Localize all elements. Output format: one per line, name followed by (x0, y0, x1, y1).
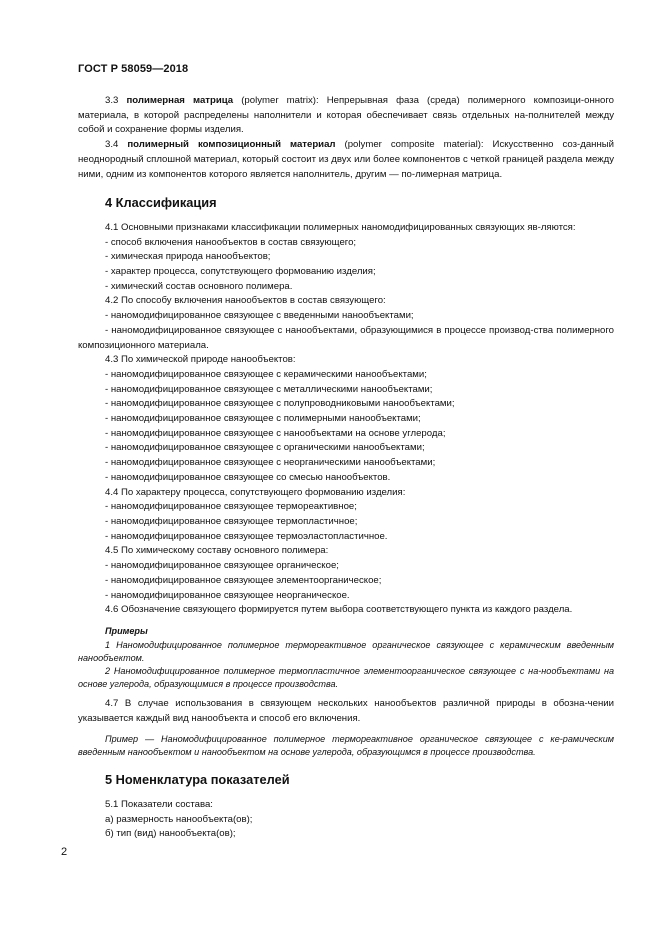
term: полимерный композиционный материал (127, 139, 336, 151)
page-content (78, 94, 614, 842)
example-1: 1 Наномодифицированное полимерное термореактивное органическое связующее с керамическим введенным нанообъектом. (78, 639, 614, 663)
list-item: - наномодифицированное связующее с введенными нанообъектами; (105, 310, 414, 322)
section-heading-5: 5 Номенклатура показателей (105, 772, 290, 788)
list-item: - наномодифицированное связующее с нанообъектами на основе углерода; (105, 427, 446, 439)
clause-4-7: 4.7 В случае использования в связующем нескольких нанообъектов различной природы в обозна-чении указывается каждый вид нанообъекта и способ его включения. (78, 698, 614, 725)
list-item: - наномодифицированное связующее с полимерными нанообъектами; (105, 413, 421, 425)
clause-4-1: 4.1 Основными признаками классификации полимерных наномодифицированных связующих яв-ляются: (105, 221, 576, 233)
clause-5-1: 5.1 Показатели состава: (105, 798, 213, 810)
list-item: - наномодифицированное связующее неорганическое. (105, 589, 350, 601)
list-item: - наномодифицированное связующее с металлическими нанообъектами; (105, 383, 433, 395)
section-heading-4: 4 Классификация (105, 195, 217, 211)
list-item: - наномодифицированное связующее со смесью нанообъектов. (105, 471, 391, 483)
list-item: - наномодифицированное связующее с полупроводниковыми нанообъектами; (105, 398, 455, 410)
clause-4-2: 4.2 По способу включения нанообъектов в состав связующего: (105, 295, 386, 307)
clause-number: 3.3 (105, 95, 119, 106)
list-item: - наномодифицированное связующее с неорганическими нанообъектами; (105, 457, 436, 469)
page-number: 2 (61, 846, 68, 858)
clause-4-5: 4.5 По химическому составу основного полимера: (105, 545, 329, 557)
clause-4-4: 4.4 По характеру процесса, сопутствующего формованию изделия: (105, 486, 406, 498)
list-item: - способ включения нанообъектов в состав связующего; (105, 236, 357, 248)
list-item: - характер процесса, сопутствующего формованию изделия; (105, 266, 376, 278)
definition-text: (polymer matrix): Непрерывная фаза (среда) полимерного композици-онного материала, в которой распределены наполнители и которая обеспечивает связь отдельных на-полнителей между собой и сохранение формы изделия. (78, 95, 614, 136)
example-2: 2 Наномодифицированное полимерное термопластичное элементоорганическое связующее с на-нообъектами на основе углерода, образующимися в процессе производства. (78, 666, 614, 690)
document-header: ГОСТ Р 58059—2018 (78, 63, 189, 75)
definition-3-4 (78, 138, 614, 182)
example-3: Пример — Наномодифицированное полимерное термореактивное органическое связующее с ке-рамическим введенным нанообъектом и нанообъектом на основе углерода, образующимся в процессе производства. (78, 733, 614, 758)
list-item: - наномодифицированное связующее термоэластопластичное. (105, 530, 388, 542)
list-item: - наномодифицированное связующее с керамическими нанообъектами; (105, 368, 427, 380)
definition-3-3 (78, 94, 614, 138)
list-item: б) тип (вид) нанообъекта(ов); (105, 828, 236, 840)
list-item: - наномодифицированное связующее термореактивное; (105, 501, 357, 513)
list-item: - химическая природа нанообъектов; (105, 251, 271, 263)
clause-4-6: 4.6 Обозначение связующего формируется путем выбора соответствующего пункта из каждого раздела. (105, 604, 573, 616)
term: полимерная матрица (126, 95, 234, 106)
definition-text: (polymer composite material): Искусственно соз-данный неоднородный сплошной материал, который состоит из двух или более компонентов с четкой границей раздела между ними, одним из компонентов которого является наполнитель, другим — по-лимерная матрица. (78, 139, 615, 180)
clause-4-3: 4.3 По химической природе нанообъектов: (105, 354, 296, 366)
list-item: - наномодифицированное связующее органическое; (105, 560, 339, 572)
list-item: а) размерность нанообъекта(ов); (105, 813, 253, 825)
list-item: - наномодифицированное связующее термопластичное; (105, 515, 358, 527)
list-item: - химический состав основного полимера. (105, 280, 293, 292)
list-item: - наномодифицированное связующее элементоорганическое; (105, 574, 382, 586)
clause-number: 3.4 (105, 139, 119, 151)
list-item: - наномодифицированное связующее с нанообъектами, образующимися в процессе производ-ства полимерного композиционного материала. (78, 324, 614, 351)
list-item: - наномодифицированное связующее с органическими нанообъектами; (105, 442, 425, 454)
examples-heading: Примеры (105, 625, 148, 636)
